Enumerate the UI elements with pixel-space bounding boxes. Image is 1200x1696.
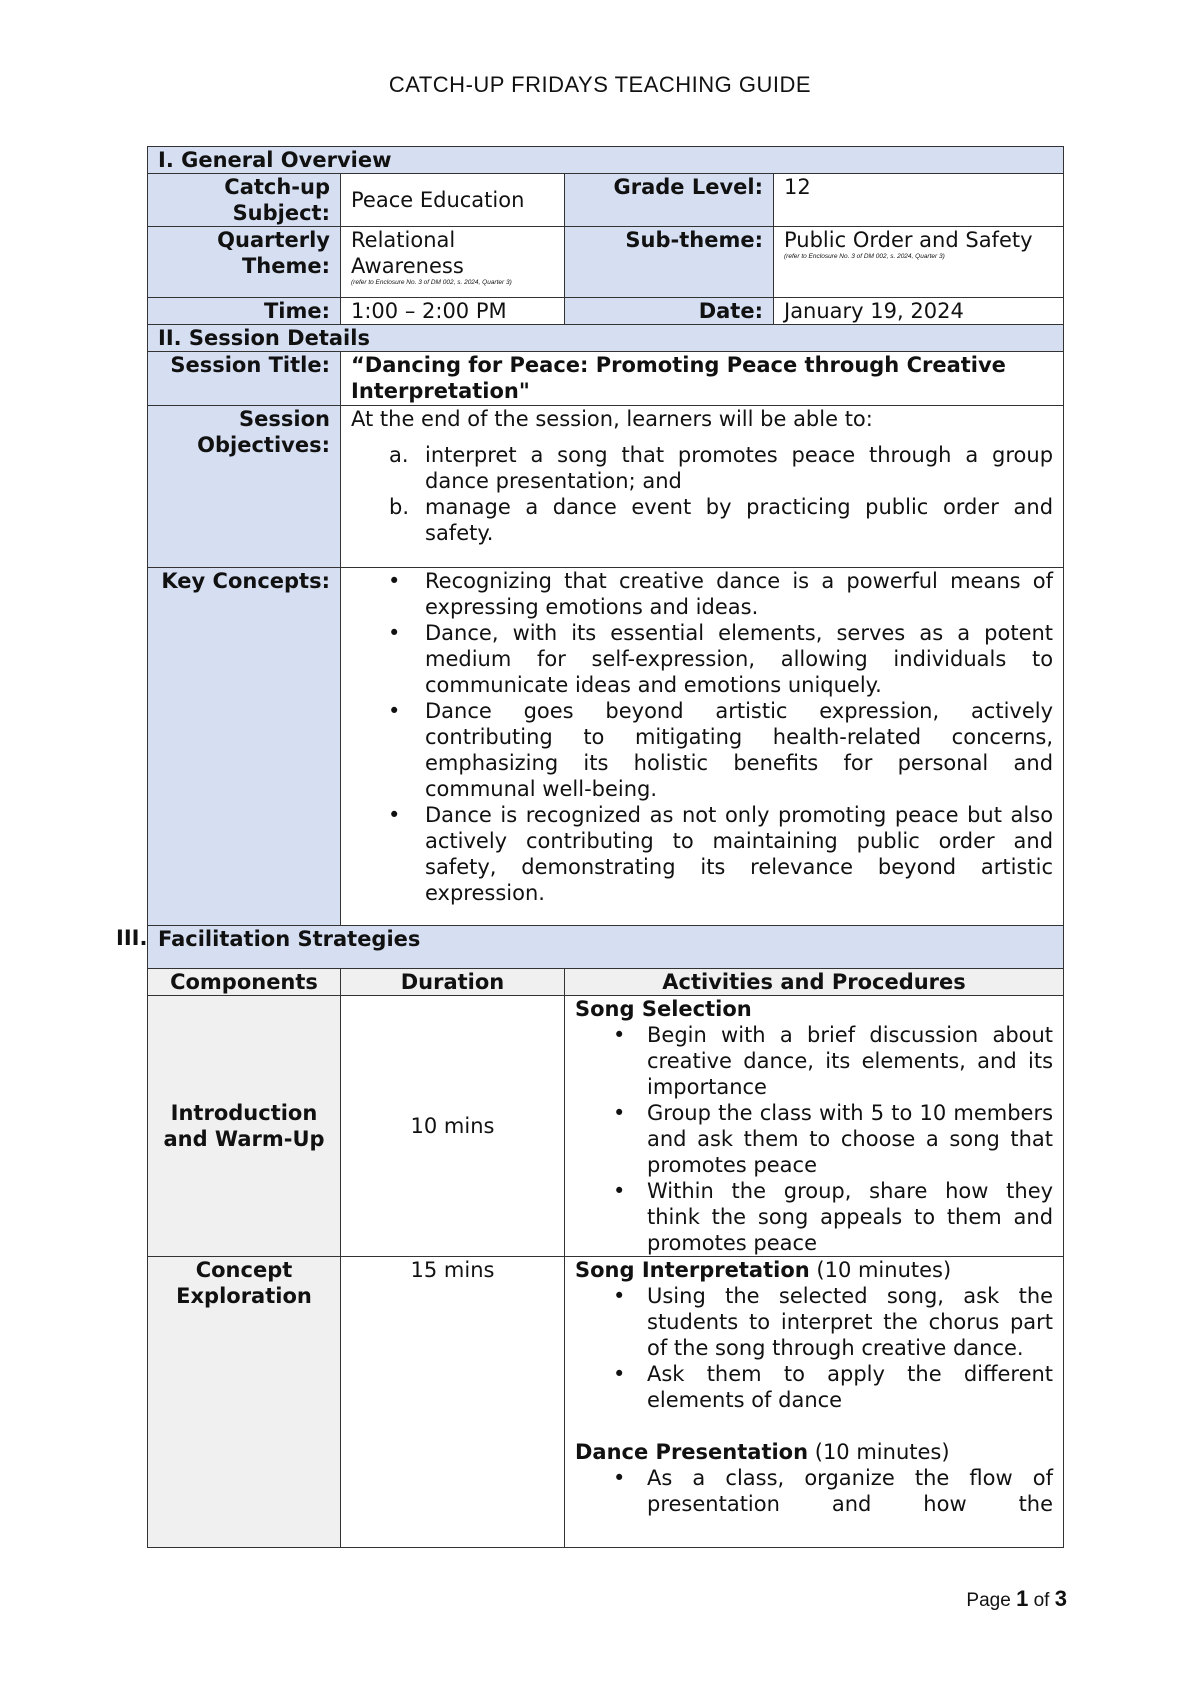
date-label: Date: xyxy=(565,298,774,325)
activity-list xyxy=(575,1022,1053,1256)
activity-note: (10 minutes) xyxy=(814,1440,950,1464)
activity-item: • Using the selected song, ask the students to interpret the chorus part of the song through creative dance. xyxy=(647,1283,1053,1361)
activity-heading xyxy=(575,1439,1053,1465)
concept-item: • Recognizing that creative dance is a powerful means of expressing emotions and ideas. xyxy=(425,568,1053,620)
date-value: January 19, 2024 xyxy=(774,298,1064,325)
objective-item: b. manage a dance event by practicing public order and safety. xyxy=(425,494,1053,546)
objectives-list xyxy=(351,442,1053,546)
theme-note: (refer to Enclosure No. 3 of DM 002, s. 2024, Quarter 3) xyxy=(351,279,512,286)
objectives-intro: At the end of the session, learners will be able to: xyxy=(351,407,873,431)
subject-label: Catch-up Subject: xyxy=(148,174,341,227)
subtheme-label: Sub-theme: xyxy=(565,227,774,298)
section-session-details: II. Session Details xyxy=(148,325,1064,352)
key-concepts-list xyxy=(351,568,1053,906)
component-name: Introduction and Warm-Up xyxy=(148,996,341,1257)
objectives-cell xyxy=(341,406,1064,568)
subject-value: Peace Education xyxy=(341,174,565,227)
activity-item: • Begin with a brief discussion about creative dance, its elements, and its importance xyxy=(647,1022,1053,1100)
document-title: CATCH-UP FRIDAYS TEACHING GUIDE xyxy=(388,72,812,97)
activity-item: • Within the group, share how they think the song appeals to them and promotes peace xyxy=(647,1178,1053,1256)
concept-item: • Dance goes beyond artistic expression, actively contributing to mitigating health-related concerns, emphasizing its holistic benefits for personal and communal well-being. xyxy=(425,698,1053,802)
theme-label: Quarterly Theme: xyxy=(148,227,341,298)
activity-title: Song Interpretation xyxy=(575,1258,810,1282)
theme-cell xyxy=(341,227,565,298)
activity-heading xyxy=(575,1257,1053,1283)
teaching-guide-table xyxy=(147,146,1064,1548)
activity-item: • Ask them to apply the different elements of dance xyxy=(647,1361,1053,1413)
activities-cell xyxy=(565,1257,1064,1548)
time-value: 1:00 – 2:00 PM xyxy=(341,298,565,325)
grade-label: Grade Level: xyxy=(565,174,774,227)
activities-cell xyxy=(565,996,1064,1257)
key-concepts-label: Key Concepts: xyxy=(148,568,341,926)
subtheme-value: Public Order and Safety xyxy=(784,228,1033,252)
theme-value: Relational Awareness xyxy=(351,228,464,278)
of-word: of xyxy=(1033,1590,1050,1611)
page-number: 1 xyxy=(1016,1586,1029,1611)
page-word: Page xyxy=(966,1590,1011,1611)
session-title-label: Session Title: xyxy=(148,352,341,406)
activity-item: • Group the class with 5 to 10 members and ask them to choose a song that promotes peace xyxy=(647,1100,1053,1178)
activity-note: (10 minutes) xyxy=(816,1258,952,1282)
subtheme-note: (refer to Enclosure No. 3 of DM 002, s. 2024, Quarter 3) xyxy=(784,253,945,260)
activity-title: Song Selection xyxy=(575,997,752,1021)
activity-list xyxy=(575,1283,1053,1413)
page-footer xyxy=(966,1586,1067,1612)
session-title-value: “Dancing for Peace: Promoting Peace through Creative Interpretation" xyxy=(341,352,1064,406)
key-concepts-cell xyxy=(341,568,1064,926)
component-duration: 15 mins xyxy=(341,1257,565,1548)
grade-value: 12 xyxy=(774,174,1064,227)
concept-item: • Dance is recognized as not only promoting peace but also actively contributing to maintaining public order and safety, demonstrating its relevance beyond artistic expression. xyxy=(425,802,1053,906)
objective-item: a. interpret a song that promotes peace through a group dance presentation; and xyxy=(425,442,1053,494)
section-facilitation: Facilitation Strategies xyxy=(148,926,1064,969)
component-duration: 10 mins xyxy=(341,996,565,1257)
objectives-label: Session Objectives: xyxy=(148,406,341,568)
col-duration: Duration xyxy=(341,969,565,996)
section-general-overview: I. General Overview xyxy=(148,147,1064,174)
col-activities: Activities and Procedures xyxy=(565,969,1064,996)
col-components: Components xyxy=(148,969,341,996)
activity-title: Dance Presentation xyxy=(575,1440,809,1464)
activity-list xyxy=(575,1465,1053,1517)
activity-item: • As a class, organize the flow of presentation and how the xyxy=(647,1465,1053,1517)
component-name: Concept Exploration xyxy=(148,1257,341,1548)
subtheme-cell xyxy=(774,227,1064,298)
page-total: 3 xyxy=(1054,1586,1067,1611)
concept-item: • Dance, with its essential elements, serves as a potent medium for self-expression, allowing individuals to communicate ideas and emotions uniquely. xyxy=(425,620,1053,698)
section-roman-numeral: III. xyxy=(116,926,148,950)
time-label: Time: xyxy=(148,298,341,325)
